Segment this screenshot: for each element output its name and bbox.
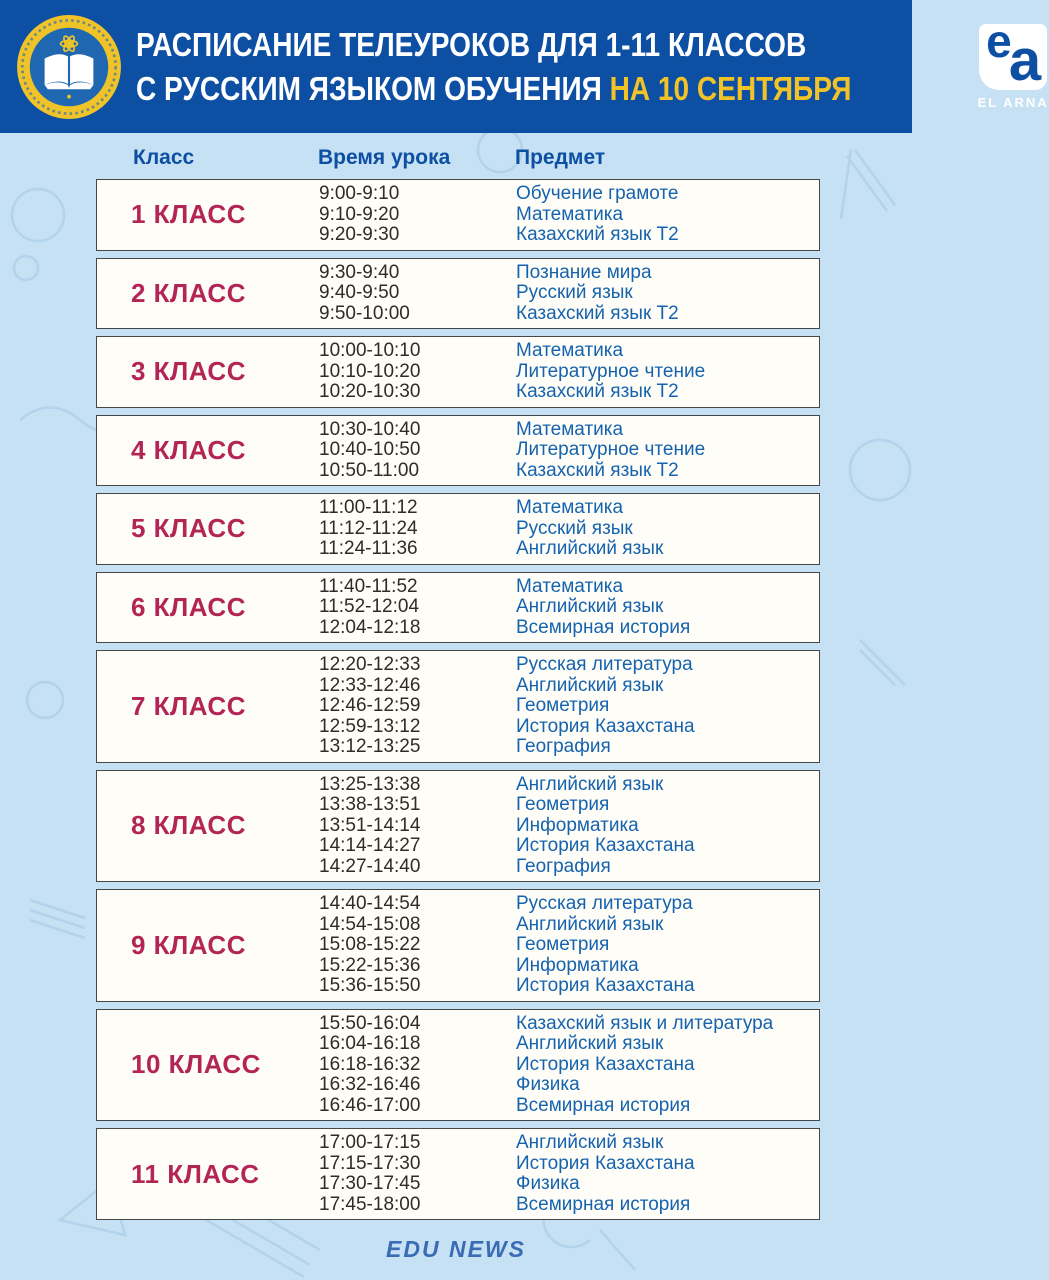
lesson-subject: Английский язык	[516, 596, 664, 617]
el-arna-label: EL ARNA	[977, 94, 1049, 110]
lesson-subject: Математика	[516, 418, 624, 440]
lesson-subject: Казахский язык Т2	[516, 302, 679, 324]
lesson-subjects	[516, 498, 819, 560]
lesson-subject: Английский язык	[516, 538, 664, 559]
lesson-subject: Русская литература	[516, 893, 693, 914]
class-label: 7 КЛАСС	[131, 690, 246, 721]
lesson-time: 14:27-14:40	[319, 855, 421, 877]
lesson-subject: География	[516, 736, 611, 757]
class-label: 4 КЛАСС	[131, 434, 246, 465]
lesson-time: 12:46-12:59	[319, 695, 421, 716]
lesson-subjects	[516, 263, 819, 325]
class-label: 8 КЛАСС	[131, 810, 246, 841]
lesson-time: 17:15-17:30	[319, 1152, 421, 1174]
lesson-subject: Геометрия	[516, 794, 610, 815]
lesson-time: 13:12-13:25	[319, 736, 421, 757]
class-schedule-card	[96, 179, 820, 251]
lesson-time: 10:00-10:10	[319, 340, 421, 361]
lesson-subjects	[516, 1014, 819, 1117]
lesson-subject: Английский язык	[516, 1132, 664, 1153]
class-label: 5 КЛАСС	[131, 513, 246, 544]
lesson-times	[319, 655, 516, 758]
class-schedule-card	[96, 572, 820, 644]
lesson-subject: История Казахстана	[516, 1152, 695, 1174]
lesson-subject: История Казахстана	[516, 835, 695, 856]
column-headers	[96, 146, 820, 170]
lesson-time: 16:18-16:32	[319, 1053, 421, 1075]
lesson-subject: Физика	[516, 1074, 580, 1095]
lesson-time: 11:12-11:24	[319, 517, 418, 539]
el-arna-logo	[977, 14, 1049, 110]
lesson-subject: История Казахстана	[516, 715, 695, 737]
lesson-times	[319, 1133, 516, 1215]
lesson-subject: Математика	[516, 340, 624, 361]
el-arna-letter-e: e	[986, 14, 1012, 67]
lesson-time: 15:36-15:50	[319, 975, 421, 996]
lesson-time: 13:51-14:14	[319, 814, 421, 836]
lesson-subject: Математика	[516, 203, 624, 225]
lesson-time: 16:32-16:46	[319, 1074, 421, 1095]
lesson-subject: Обучение грамоте	[516, 183, 679, 204]
lesson-time: 17:30-17:45	[319, 1173, 421, 1194]
lesson-time: 11:00-11:12	[319, 497, 418, 518]
lesson-subject: Литературное чтение	[516, 439, 706, 460]
lesson-times	[319, 263, 516, 325]
lesson-subject: Всемирная история	[516, 1193, 691, 1215]
lesson-times	[319, 577, 516, 639]
lesson-subject: Математика	[516, 575, 624, 597]
lesson-subject: Казахский язык и литература	[516, 1012, 774, 1034]
el-arna-letter-a: a	[1008, 27, 1042, 93]
lesson-time: 10:30-10:40	[319, 418, 421, 440]
lesson-subject: Русская литература	[516, 654, 693, 675]
lesson-time: 9:50-10:00	[319, 302, 410, 324]
lesson-time: 9:20-9:30	[319, 224, 400, 245]
lesson-subject: Английский язык	[516, 674, 664, 696]
class-schedule-card	[96, 770, 820, 883]
class-schedule-card	[96, 1128, 820, 1220]
lesson-subjects	[516, 775, 819, 878]
lesson-time: 17:00-17:15	[319, 1132, 421, 1153]
lesson-subject: Геометрия	[516, 695, 610, 716]
lesson-subject: Казахский язык Т2	[516, 381, 679, 402]
lesson-subject: История Казахстана	[516, 1053, 695, 1075]
class-schedule-card	[96, 1009, 820, 1122]
lesson-times	[319, 341, 516, 403]
lesson-times	[319, 420, 516, 482]
lesson-subject: Английский язык	[516, 913, 664, 935]
lesson-subject: Русский язык	[516, 282, 633, 303]
lesson-subject: Русский язык	[516, 517, 633, 539]
lesson-time: 15:08-15:22	[319, 934, 421, 955]
poster-title	[122, 23, 978, 110]
lesson-time: 11:40-11:52	[319, 575, 418, 597]
lesson-time: 12:59-13:12	[319, 715, 421, 737]
title-line-2-text: С РУССКИМ ЯЗЫКОМ ОБУЧЕНИЯ	[136, 69, 602, 107]
lesson-time: 13:25-13:38	[319, 773, 421, 795]
column-header-time: Время урока	[318, 146, 451, 169]
lesson-subject: Английский язык	[516, 773, 664, 795]
lesson-time: 14:40-14:54	[319, 893, 421, 914]
lesson-time: 9:30-9:40	[319, 261, 400, 283]
lesson-time: 9:00-9:10	[319, 183, 400, 204]
lesson-times	[319, 1014, 516, 1117]
header	[0, 0, 1049, 133]
lesson-times	[319, 775, 516, 878]
lesson-subject: Физика	[516, 1173, 580, 1194]
class-schedule-card	[96, 415, 820, 487]
class-schedule-card	[96, 493, 820, 565]
lesson-time: 10:20-10:30	[319, 381, 421, 402]
footer	[0, 1236, 912, 1263]
lesson-subject: Информатика	[516, 954, 639, 976]
class-label: 1 КЛАСС	[131, 199, 246, 230]
class-label: 10 КЛАСС	[131, 1049, 261, 1080]
lesson-subjects	[516, 420, 819, 482]
class-label: 2 КЛАСС	[131, 277, 246, 308]
lesson-subject: Казахский язык Т2	[516, 224, 679, 245]
lesson-subjects	[516, 341, 819, 403]
lesson-time: 9:10-9:20	[319, 203, 400, 225]
class-label: 6 КЛАСС	[131, 591, 246, 622]
schedule-table	[96, 133, 820, 1220]
lesson-times	[319, 894, 516, 997]
lesson-subjects	[516, 894, 819, 997]
lesson-time: 14:14-14:27	[319, 835, 421, 856]
lesson-time: 16:46-17:00	[319, 1094, 421, 1116]
class-schedule-card	[96, 336, 820, 408]
lesson-subject: Казахский язык Т2	[516, 459, 679, 481]
lesson-time: 10:40-10:50	[319, 439, 421, 460]
lesson-time: 12:04-12:18	[319, 616, 421, 638]
lesson-time: 15:50-16:04	[319, 1012, 421, 1034]
lesson-subjects	[516, 577, 819, 639]
lesson-subjects	[516, 1133, 819, 1215]
lesson-time: 15:22-15:36	[319, 954, 421, 976]
lesson-time: 9:40-9:50	[319, 282, 400, 303]
lesson-time: 16:04-16:18	[319, 1033, 421, 1054]
ministry-emblem-logo	[16, 14, 122, 120]
lesson-time: 11:24-11:36	[319, 538, 418, 559]
lesson-time: 10:50-11:00	[319, 459, 420, 481]
lesson-subject: Геометрия	[516, 934, 610, 955]
title-line-1: РАСПИСАНИЕ ТЕЛЕУРОКОВ ДЛЯ 1-11 КЛАССОВ	[136, 25, 807, 63]
lesson-subject: Литературное чтение	[516, 360, 706, 382]
lesson-time: 12:20-12:33	[319, 654, 421, 675]
lesson-subject: Познание мира	[516, 261, 652, 283]
class-schedule-card	[96, 258, 820, 330]
schedule-cards	[96, 179, 820, 1220]
lesson-subjects	[516, 655, 819, 758]
lesson-time: 14:54-15:08	[319, 913, 421, 935]
lesson-subjects	[516, 184, 819, 246]
class-label: 9 КЛАСС	[131, 929, 246, 960]
lesson-subject: Математика	[516, 497, 624, 518]
lesson-subject: География	[516, 855, 611, 877]
lesson-time: 12:33-12:46	[319, 674, 421, 696]
class-label: 11 КЛАСС	[131, 1158, 260, 1189]
lesson-time: 10:10-10:20	[319, 360, 421, 382]
title-date-highlight: НА 10 СЕНТЯБРЯ	[609, 69, 852, 107]
lesson-subject: Всемирная история	[516, 1094, 691, 1116]
title-line-2	[136, 67, 851, 111]
el-arna-logo-mark	[979, 14, 1047, 93]
class-schedule-card	[96, 650, 820, 763]
class-label: 3 КЛАСС	[131, 356, 246, 387]
lesson-subject: Всемирная история	[516, 616, 691, 638]
lesson-times	[319, 498, 516, 560]
lesson-times	[319, 184, 516, 246]
lesson-time: 11:52-12:04	[319, 596, 420, 617]
column-header-subject: Предмет	[515, 146, 606, 169]
column-header-class: Класс	[133, 146, 195, 169]
lesson-time: 17:45-18:00	[319, 1193, 421, 1215]
lesson-subject: Информатика	[516, 814, 639, 836]
lesson-time: 13:38-13:51	[319, 794, 421, 815]
class-schedule-card	[96, 889, 820, 1002]
footer-brand: EDU NEWS	[386, 1236, 526, 1262]
lesson-subject: Английский язык	[516, 1033, 664, 1054]
lesson-subject: История Казахстана	[516, 975, 695, 996]
